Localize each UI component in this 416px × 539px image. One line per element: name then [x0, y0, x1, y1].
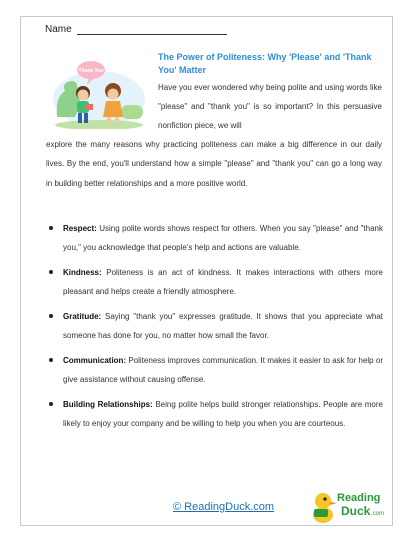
- bullet-dot: [49, 402, 53, 406]
- name-blank-line[interactable]: [77, 25, 227, 35]
- bullet-term: Building Relationships:: [63, 400, 153, 409]
- bullet-term: Kindness:: [63, 268, 102, 277]
- list-item: [63, 219, 383, 257]
- list-item: [63, 351, 383, 389]
- duck-mascot: [313, 493, 337, 523]
- logo-text-suffix: .com: [371, 511, 385, 517]
- list-item: [63, 395, 383, 433]
- bullet-dot: [49, 358, 53, 362]
- bullet-text: Politeness improves communication. It makes it easier to ask for help or give assistance without causing offense.: [63, 356, 383, 384]
- bullet-text: Saying "thank you" expresses gratitude. It shows that you appreciate what someone has done for you, no matter how small the favor.: [63, 312, 383, 340]
- worksheet-page: [20, 16, 393, 526]
- intro-paragraph-start: Have you ever wondered why being polite and using words like "please" and "thank you" is so important? In this persuasive nonfiction piece, we will: [158, 83, 382, 130]
- bullet-dot: [49, 314, 53, 318]
- bullet-dot: [49, 226, 53, 230]
- list-item: [63, 263, 383, 301]
- name-row: [45, 24, 227, 35]
- name-label: Name: [45, 24, 72, 35]
- bullet-dot: [49, 270, 53, 274]
- footer-copyright-link[interactable]: © ReadingDuck.com: [173, 501, 275, 513]
- logo-text-reading: Reading: [337, 492, 381, 504]
- children-illustration: [51, 57, 147, 129]
- worksheet-title: The Power of Politeness: Why 'Please' and 'Thank You' Matter: [158, 52, 372, 75]
- bullet-term: Communication:: [63, 356, 127, 365]
- bullet-term: Respect:: [63, 224, 97, 233]
- intro-paragraph-continued: explore the many reasons why practicing politeness can make a big difference in our daily lives. By the end, you'll understand how a simple "please" and "thank you" can go a long way in building better relationships and a more positive world.: [46, 140, 382, 188]
- reasons-list: [63, 219, 383, 439]
- bullet-text: Politeness is an act of kindness. It makes interactions with others more pleasant and helps create a friendly atmosphere.: [63, 268, 383, 296]
- bullet-text: Using polite words shows respect for others. When you say "please" and "thank you," you acknowledge that people's help and actions are valuable.: [63, 224, 383, 252]
- logo-text-duck: Duck: [341, 504, 371, 518]
- readingduck-logo[interactable]: [311, 483, 391, 527]
- grass: [55, 120, 143, 129]
- speech-bubble-text: Thank You: [78, 68, 104, 74]
- bush: [121, 105, 143, 119]
- bullet-text: Being polite helps build stronger relationships. People are more likely to enjoy your company and be willing to help you when you are courteous.: [63, 400, 383, 428]
- list-item: [63, 307, 383, 345]
- bullet-term: Gratitude:: [63, 312, 102, 321]
